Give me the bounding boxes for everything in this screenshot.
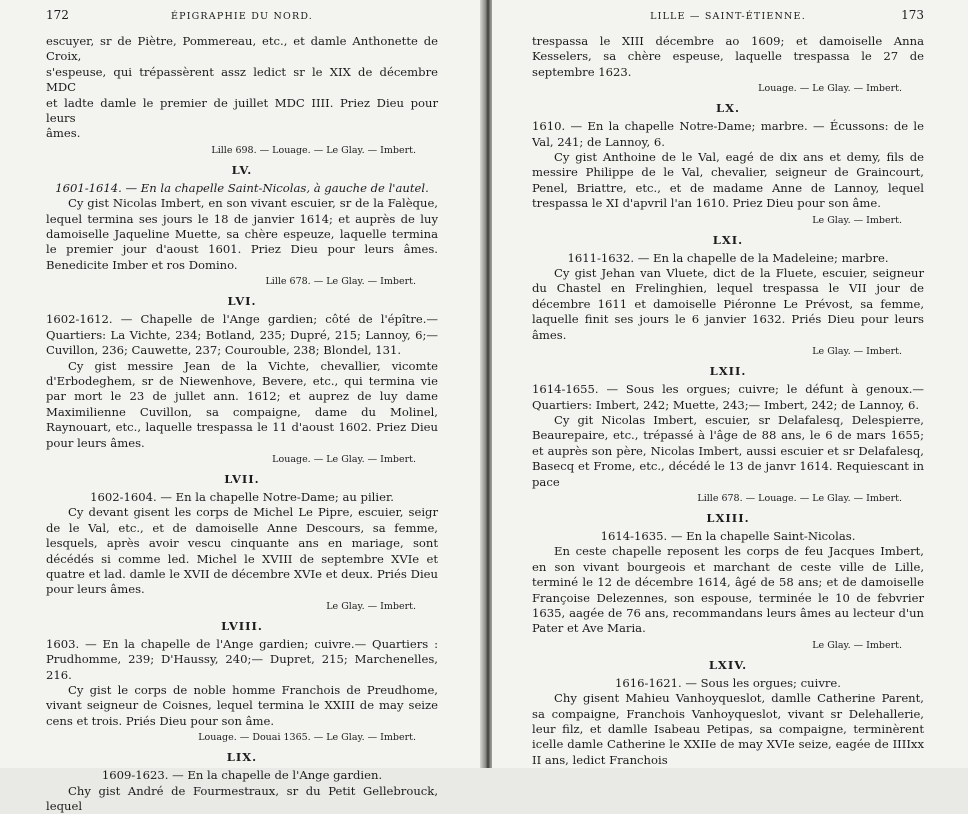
continuation-line: et ladte damle le premier de juillet MDC IIII. Priez Dieu pour leurs [46,95,438,126]
entry-text: Cy gist Anthoine de le Val, eagé de dix ans et demy, fils de messire Philippe de le Val, chevalier, seigneur de Graincourt, Penel, Briattre, etc., et de madame Anne de Lannoy, lequel trespassa le XI d'apvril l'an 1610. Priez Dieu pour son âme. [532,150,924,211]
source-note: Louage. — Le Glay. — Imbert. [758,83,902,95]
entry-number: LXI. [712,232,744,247]
entry-text: Cy gist le corps de noble homme Franchois de Preudhome, vivant seigneur de Coisnes, lequel termina le XXIII de may seize cens et trois. Priés Dieu pour son âme. [46,683,438,728]
right-page [492,0,968,768]
entry-heading: 1601-1614. — En la chapelle Saint-Nicolas, à gauche de l'autel. [55,180,429,195]
entry-number: LIX. [226,750,258,765]
left-page-number: 172 [46,8,69,22]
left-running-head [46,8,438,24]
entry-heading: 1603. — En la chapelle de l'Ange gardien; cuivre.— Quartiers : Prudhomme, 239; D'Haussy, 240;— Dupret, 215; Marchenelles, 216. [46,636,438,682]
source-note: Lille 678. — Le Glay. — Imbert. [265,276,416,288]
continuation-line: âmes. [46,126,81,141]
entry-heading: 1616-1621. — Sous les orgues; cuivre. [615,675,841,690]
entry-number: LXII. [709,364,747,379]
right-page-number: 173 [901,8,924,22]
entry-number: LVIII. [221,618,263,633]
entry-heading: 1602-1604. — En la chapelle Notre-Dame; au pilier. [90,489,394,504]
entry-text: Cy gist Nicolas Imbert, en son vivant escuier, sr de la Falèque, lequel termina ses jours le 18 de janvier 1614; et auprès de luy damoiselle Jaqueline Muette, sa chère espeuze, laquelle termina le premier jour d'aoust 1601. Priez Dieu pour leurs âmes. Benedicite Imber et ros Domino. [46,196,438,272]
entry-number: LXIV. [708,657,748,672]
entry-number: LV. [231,162,253,177]
entry-number: LVII. [224,471,260,486]
entry-text: Cy gist messire Jean de la Vichte, chevallier, vicomte d'Erbodeghem, sr de Niewenhove, Bevere, etc., qui termina vie par mort le 23 de jullet ann. 1612; et auprez de luy dame Maximilienne Cuvillon, sa compaigne, dame du Molinel, Raynouart, etc., laquelle trespassa le 11 d'aoust 1602. Priez Dieu pour leurs âmes. [46,358,438,450]
right-running-title: LILLE — SAINT-ÉTIENNE. [650,11,806,22]
entry-number: LVI. [227,294,257,309]
left-page-content [46,8,438,814]
source-note: Le Glay. — Imbert. [812,346,902,358]
source-note: Lille 698. — Louage. — Le Glay. — Imbert. [211,144,416,156]
continuation-text: trespassa le XIII décembre ao 1609; et damoiselle Anna Kesselers, sa chère espeuse, laquelle trespassa le 27 de septembre 1623. [532,34,924,79]
entry-text: Chy gisent Mahieu Vanhoyqueslot, damlle Catherine Parent, sa compaigne, Franchois Vanhoyqueslot, vivant sr Delehallerie, leur filz, et damlle Isabeau Petipas, sa compaigne, terminèrent icelle damle Catherine le XXIIe de may XVIe seize, eagée de IIIIxx II ans, ledict Franchois [532,691,924,767]
continuation-line: s'espeuse, qui trépassèrent assz ledict sr le XIX de décembre MDC [46,64,438,95]
entry-heading: 1614-1635. — En la chapelle Saint-Nicolas. [600,528,856,543]
source-note: Louage. — Le Glay. — Imbert. [272,453,416,465]
left-running-title: ÉPIGRAPHIE DU NORD. [170,11,314,22]
source-note: Louage. — Douai 1365. — Le Glay. — Imbert. [198,732,416,744]
right-page-content [532,8,924,768]
source-note: Le Glay. — Imbert. [326,600,416,612]
entry-text: Cy devant gisent les corps de Michel Le Pipre, escuier, seigr de le Val, etc., et de damoiselle Anne Descours, sa femme, lesquels, après avoir vescu cinquante ans en mariage, sont décédés si comme led. Michel le XVIII de septembre XVIe et quatre et lad. damle le XVII de décembre XVIe et deux. Priés Dieu pour leurs âmes. [46,505,438,597]
right-running-head [532,8,924,24]
entry-text: Cy git Nicolas Imbert, escuier, sr Delafalesq, Delespierre, Beaurepaire, etc., trépassé à l'âge de 88 ans, le 6 de mars 1655; et auprès son père, Nicolas Imbert, aussi escuier et sr Delafalesq, Basecq et Frome, etc., décédé le 13 de janvr 1614. Requiescant in pace [532,412,924,489]
entry-text: Chy gist André de Fourmestraux, sr du Petit Gellebrouck, lequel [46,783,438,814]
entry-number: LXIII. [706,510,750,525]
source-note: Le Glay. — Imbert. [812,214,902,226]
source-note: Le Glay. — Imbert. [812,639,902,651]
source-note: Lille 678. — Louage. — Le Glay. — Imbert. [697,492,902,504]
entry-number: LX. [715,101,740,116]
entry-heading: 1610. — En la chapelle Notre-Dame; marbre. — Écussons: de le Val, 241; de Lannoy, 6. [532,119,924,149]
entry-heading: 1614-1655. — Sous les orgues; cuivre; le défunt à genoux.— Quartiers: Imbert, 242; Muette, 243;— Imbert, 242; de Lannoy, 6. [532,382,924,412]
entry-heading: 1611-1632. — En la chapelle de la Madeleine; marbre. [567,250,889,265]
continuation-line: escuyer, sr de Piètre, Pommereau, etc., et damle Anthonette de Croix, [46,34,438,64]
entry-heading: 1609-1623. — En la chapelle de l'Ange gardien. [101,768,383,783]
entry-heading: 1602-1612. — Chapelle de l'Ange gardien; côté de l'épître.— Quartiers: La Vichte, 234; Botland, 235; Dupré, 215; Lannoy, 6;— Cuvillon, 236; Cauwette, 237; Courouble, 238; Blondel, 131. [46,312,438,358]
entry-text: En ceste chapelle reposent les corps de feu Jacques Imbert, en son vivant bourgeois et marchant de ceste ville de Lille, terminé le 12 de décembre 1614, âgé de 58 ans; et de damoiselle Françoise Delezennes, son espouse, terminée le 10 de febvrier 1635, aagée de 76 ans, recommandans leurs âmes au lecteur d'un Pater et Ave Maria. [532,544,924,636]
entry-text: Cy gist Jehan van Vluete, dict de la Fluete, escuier, seigneur du Chastel en Frelinghien, lequel trespassa le VII jour de décembre 1611 et damoiselle Piéronne Le Prévost, sa femme, laquelle finit ses jours le 6 janvier 1632. Priés Dieu pour leurs âmes. [532,266,924,342]
